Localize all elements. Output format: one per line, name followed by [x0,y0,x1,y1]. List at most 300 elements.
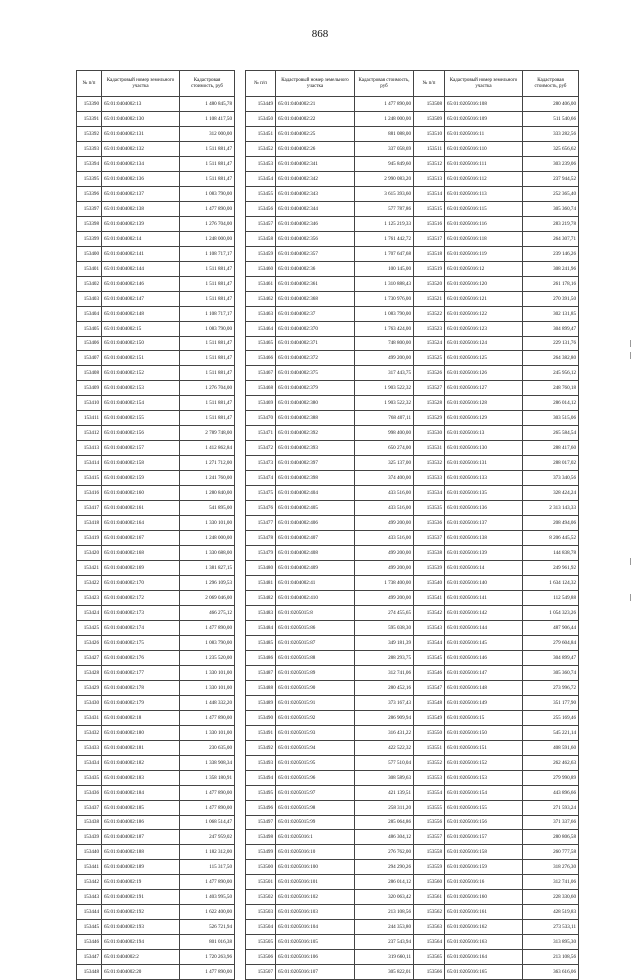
row-number: 153416 [77,486,102,501]
row-number: 153542 [414,605,445,620]
cadastral-number: 65:01:0404002:160 [102,486,180,501]
table-row [77,306,235,321]
row-number: 153433 [77,740,102,755]
cadastral-value: 304 899,47 [523,650,579,665]
cadastral-number: 65:01:0205015:87 [276,635,355,650]
cadastral-value: 237 944,52 [523,171,579,186]
cadastral-value: 433 516,00 [355,501,414,516]
cadastral-value: 363 616,06 [523,965,579,980]
cadastral-number: 65:01:0404002:405 [276,501,355,516]
cadastral-value: 249 961,92 [523,561,579,576]
cadastral-value: 213 108,56 [355,905,414,920]
row-number: 153507 [246,965,276,980]
table-row [77,695,235,710]
cadastral-number: 65:01:0404002:344 [276,201,355,216]
cadastral-number: 65:01:0404002:388 [276,411,355,426]
header-num: № п/п [77,71,102,97]
row-number: 153470 [246,411,276,426]
cadastral-value: 276 762,00 [355,845,414,860]
cadastral-number: 65:01:0205016:13 [445,426,523,441]
cadastral-value: 2 313 143,33 [523,501,579,516]
cadastral-number: 65:01:0404002:147 [102,291,180,306]
row-number: 153532 [414,456,445,471]
cadastral-value: 325 656,62 [523,141,579,156]
cadastral-number: 65:01:0404002:131 [102,126,180,141]
cadastral-value: 229 131,76 [523,336,579,351]
cadastral-table-3 [413,70,579,980]
cadastral-table-2 [245,70,414,980]
cadastral-number: 65:01:0404002:26 [276,141,355,156]
row-number: 153492 [246,740,276,755]
row-number: 153483 [246,605,276,620]
cadastral-number: 65:01:0205016:11 [445,126,523,141]
cadastral-value: 305 360,74 [523,665,579,680]
cadastral-value: 422 522,32 [355,740,414,755]
table-row [414,276,579,291]
header-cadastral: Кадастровый номер земельного участка [276,71,355,97]
cadastral-number: 65:01:0205016:146 [445,650,523,665]
cadastral-number: 65:01:0404002:341 [276,156,355,171]
row-number: 153432 [77,725,102,740]
cadastral-number: 65:01:0404002:154 [102,396,180,411]
table-row [246,845,414,860]
cadastral-value: 280 806,58 [523,830,579,845]
header-cadastral: Кадастровый номер земельного участка [445,71,523,97]
row-number: 153421 [77,561,102,576]
cadastral-value: 8 206 445,52 [523,531,579,546]
cadastral-value: 286 014,12 [355,875,414,890]
row-number: 153454 [246,171,276,186]
row-number: 153414 [77,456,102,471]
table-row [414,845,579,860]
cadastral-value: 305 360,74 [523,201,579,216]
cadastral-value: 3 615 393,60 [355,186,414,201]
cadastral-number: 65:01:0205015:91 [276,695,355,710]
cadastral-number: 65:01:0404002:14 [102,231,180,246]
cadastral-value: 1 310 888,43 [355,276,414,291]
cadastral-number: 65:01:0404002:19 [102,875,180,890]
row-number: 153509 [414,111,445,126]
cadastral-value: 499 200,00 [355,351,414,366]
cadastral-value: 351 177,90 [523,695,579,710]
row-number: 153399 [77,231,102,246]
row-number: 153531 [414,441,445,456]
cadastral-number: 65:01:0404002:2 [102,950,180,965]
row-number: 153516 [414,216,445,231]
table-row [414,830,579,845]
cadastral-value: 247 959,02 [180,830,235,845]
cadastral-number: 65:01:0205016:152 [445,755,523,770]
cadastral-value: 1 330 101,00 [180,665,235,680]
table-row [77,800,235,815]
cadastral-number: 65:01:0205016:124 [445,336,523,351]
table-row [77,905,235,920]
cadastral-value: 541 895,00 [180,501,235,516]
cadastral-number: 65:01:0404002:161 [102,501,180,516]
table-row [414,336,579,351]
table-row [77,546,235,561]
row-number: 153463 [246,306,276,321]
cadastral-number: 65:01:0205016:122 [445,306,523,321]
table-row [77,381,235,396]
cadastral-number: 65:01:0205015:94 [276,740,355,755]
cadastral-number: 65:01:0205015:98 [276,800,355,815]
cadastral-value: 1 511 881,47 [180,366,235,381]
row-number: 153465 [246,336,276,351]
table-row [414,650,579,665]
cadastral-value: 319 660,11 [355,950,414,965]
row-number: 153452 [246,141,276,156]
cadastral-value: 279 990,89 [523,770,579,785]
table-row [246,351,414,366]
margin-mark [630,340,631,347]
cadastral-value: 499 200,00 [355,590,414,605]
cadastral-number: 65:01:0205015:89 [276,665,355,680]
row-number: 153438 [77,815,102,830]
cadastral-number: 65:01:0205016:156 [445,815,523,830]
cadastral-number: 65:01:0404002:158 [102,456,180,471]
cadastral-number: 65:01:0205016:16 [445,875,523,890]
cadastral-number: 65:01:0205016:121 [445,291,523,306]
cadastral-number: 65:01:0404002:408 [276,546,355,561]
row-number: 153394 [77,156,102,171]
row-number: 153493 [246,755,276,770]
cadastral-value: 1 511 881,47 [180,261,235,276]
cadastral-value: 499 200,00 [355,516,414,531]
cadastral-number: 65:01:0404002:174 [102,620,180,635]
cadastral-value: 487 906,44 [523,620,579,635]
table-row [246,875,414,890]
cadastral-number: 65:01:0404002:392 [276,426,355,441]
row-number: 153475 [246,486,276,501]
cadastral-value: 1 182 312,00 [180,845,235,860]
table-row [77,725,235,740]
cadastral-number: 65:01:0404002:371 [276,336,355,351]
table-row [246,950,414,965]
table-row [246,426,414,441]
table-row [77,860,235,875]
cadastral-value: 308 589,63 [355,770,414,785]
table-row [77,141,235,156]
table-row [77,441,235,456]
table-row [77,156,235,171]
row-number: 153392 [77,126,102,141]
table-row [414,501,579,516]
cadastral-number: 65:01:0404002:144 [102,261,180,276]
table-row [246,441,414,456]
cadastral-value: 252 365,40 [523,186,579,201]
row-number: 153424 [77,605,102,620]
cadastral-number: 65:01:0404002:181 [102,740,180,755]
row-number: 153564 [414,935,445,950]
cadastral-number: 65:01:0404002:189 [102,860,180,875]
cadastral-number: 65:01:0404002:139 [102,216,180,231]
row-number: 153447 [77,950,102,965]
cadastral-value: 1 330 101,00 [180,516,235,531]
cadastral-number: 65:01:0205015:90 [276,680,355,695]
table-row [246,486,414,501]
cadastral-value: 312 000,00 [180,126,235,141]
row-number: 153511 [414,141,445,156]
cadastral-number: 65:01:0205016:103 [276,905,355,920]
cadastral-value: 273 533,11 [523,920,579,935]
row-number: 153495 [246,785,276,800]
cadastral-value: 499 200,00 [355,546,414,561]
table-row [77,276,235,291]
table-row [246,201,414,216]
cadastral-number: 65:01:0404002:193 [102,920,180,935]
cadastral-number: 65:01:0404002:194 [102,935,180,950]
row-number: 153553 [414,770,445,785]
cadastral-number: 65:01:0404002:15 [102,321,180,336]
row-number: 153435 [77,770,102,785]
cadastral-number: 65:01:0404002:41 [276,576,355,591]
row-number: 153499 [246,845,276,860]
cadastral-number: 65:01:0404002:176 [102,650,180,665]
cadastral-value: 1 511 881,47 [180,171,235,186]
row-number: 153520 [414,276,445,291]
cadastral-value: 1 511 881,47 [180,351,235,366]
row-number: 153533 [414,471,445,486]
cadastral-value: 283 219,78 [523,216,579,231]
cadastral-value: 881 088,00 [355,126,414,141]
cadastral-value: 650 274,00 [355,441,414,456]
row-number: 153420 [77,546,102,561]
cadastral-number: 65:01:0205016:14 [445,561,523,576]
row-number: 153505 [246,935,276,950]
table-row [414,171,579,186]
cadastral-number: 65:01:0404002:409 [276,561,355,576]
cadastral-value: 2 789 748,00 [180,426,235,441]
row-number: 153462 [246,291,276,306]
cadastral-number: 65:01:0404002:22 [276,111,355,126]
table-row [414,561,579,576]
row-number: 153530 [414,426,445,441]
row-number: 153501 [246,875,276,890]
row-number: 153445 [77,920,102,935]
cadastral-number: 65:01:0404002:346 [276,216,355,231]
row-number: 153528 [414,396,445,411]
table-row [246,740,414,755]
cadastral-number: 65:01:0205016:151 [445,740,523,755]
cadastral-value: 288 017,02 [523,456,579,471]
cadastral-number: 65:01:0205016:139 [445,546,523,561]
row-number: 153434 [77,755,102,770]
table-row [414,725,579,740]
table-row [77,351,235,366]
cadastral-number: 65:01:0205016:142 [445,605,523,620]
table-row [414,97,579,112]
table-row [246,156,414,171]
cadastral-number: 65:01:0404002:155 [102,411,180,426]
row-number: 153518 [414,246,445,261]
row-number: 153565 [414,950,445,965]
cadastral-number: 65:01:0205016:154 [445,785,523,800]
row-number: 153448 [77,965,102,980]
cadastral-value: 316 431,22 [355,725,414,740]
cadastral-value: 1 448 332,20 [180,695,235,710]
cadastral-number: 65:01:0205016:12 [445,261,523,276]
cadastral-value: 1 477 890,00 [180,785,235,800]
row-number: 153521 [414,291,445,306]
cadastral-value: 115 317,50 [180,860,235,875]
row-number: 153422 [77,576,102,591]
row-number: 153397 [77,201,102,216]
row-number: 153472 [246,441,276,456]
cadastral-value: 1 083 790,00 [180,186,235,201]
cadastral-number: 65:01:0404002:186 [102,815,180,830]
row-number: 153540 [414,576,445,591]
row-number: 153490 [246,710,276,725]
table-row [77,336,235,351]
row-number: 153466 [246,351,276,366]
cadastral-value: 1 248 000,00 [180,231,235,246]
row-number: 153486 [246,650,276,665]
cadastral-number: 65:01:0404002:180 [102,725,180,740]
table-row [246,261,414,276]
cadastral-number: 65:01:0205015:86 [276,620,355,635]
cadastral-value: 1 248 000,00 [355,111,414,126]
cadastral-value: 208 494,06 [523,516,579,531]
cadastral-number: 65:01:0404002:361 [276,276,355,291]
row-number: 153504 [246,920,276,935]
cadastral-value: 1 903 522,32 [355,381,414,396]
cadastral-number: 65:01:0205016:147 [445,665,523,680]
cadastral-number: 65:01:0205016:158 [445,845,523,860]
row-number: 153451 [246,126,276,141]
cadastral-number: 65:01:0205015:96 [276,770,355,785]
row-number: 153460 [246,261,276,276]
table-row [414,426,579,441]
table-row [414,246,579,261]
table-row [414,126,579,141]
cadastral-value: 264 307,71 [523,231,579,246]
table-row [246,695,414,710]
cadastral-number: 65:01:0205016:111 [445,156,523,171]
row-number: 153541 [414,590,445,605]
cadastral-number: 65:01:0404002:37 [276,306,355,321]
cadastral-number: 65:01:0205016:129 [445,411,523,426]
cadastral-value: 1 108 417,50 [180,111,235,126]
cadastral-value: 1 763 424,00 [355,321,414,336]
cadastral-number: 65:01:0404002:167 [102,531,180,546]
table-row [246,111,414,126]
row-number: 153408 [77,366,102,381]
margin-mark [630,594,631,601]
cadastral-number: 65:01:0404002:151 [102,351,180,366]
cadastral-number: 65:01:0205016:108 [445,97,523,112]
row-number: 153473 [246,456,276,471]
cadastral-number: 65:01:0404002:184 [102,785,180,800]
cadastral-number: 65:01:0404002:368 [276,291,355,306]
cadastral-value: 1 511 881,47 [180,396,235,411]
cadastral-value: 288 417,60 [523,441,579,456]
cadastral-value: 443 896,66 [523,785,579,800]
table-row [414,576,579,591]
row-number: 153523 [414,321,445,336]
table-row [77,531,235,546]
table-row [246,516,414,531]
table-row [77,650,235,665]
cadastral-number: 65:01:0404002:178 [102,680,180,695]
table-row [246,561,414,576]
row-number: 153391 [77,111,102,126]
cadastral-number: 65:01:0205016:110 [445,141,523,156]
table-row [414,890,579,905]
cadastral-value: 1 477 890,00 [180,201,235,216]
cadastral-value: 280 406,00 [523,97,579,112]
cadastral-value: 1 330 688,00 [180,546,235,561]
cadastral-number: 65:01:0205016:160 [445,890,523,905]
cadastral-number: 65:01:0404002:36 [276,261,355,276]
table-row [246,965,414,980]
cadastral-value: 1 634 124,32 [523,576,579,591]
cadastral-value: 312 741,06 [523,875,579,890]
table-row [414,905,579,920]
row-number: 153441 [77,860,102,875]
cadastral-value: 1 477 890,00 [180,710,235,725]
cadastral-number: 65:01:0205016:113 [445,186,523,201]
cadastral-value: 303 239,06 [523,156,579,171]
cadastral-number: 65:01:0205016:135 [445,486,523,501]
cadastral-value: 228 330,60 [523,890,579,905]
cadastral-number: 65:01:0205016:157 [445,830,523,845]
cadastral-number: 65:01:0404002:148 [102,306,180,321]
row-number: 153401 [77,261,102,276]
row-number: 153556 [414,815,445,830]
cadastral-number: 65:01:0205016:112 [445,171,523,186]
cadastral-number: 65:01:0404002:356 [276,231,355,246]
row-number: 153529 [414,411,445,426]
row-number: 153464 [246,321,276,336]
table-row [77,216,235,231]
cadastral-number: 65:01:0404002:398 [276,471,355,486]
cadastral-value: 258 311,20 [355,800,414,815]
table-row [246,126,414,141]
cadastral-value: 286 909,94 [355,710,414,725]
table-row [414,396,579,411]
cadastral-value: 1 330 101,00 [180,680,235,695]
table-row [246,306,414,321]
table-row [77,411,235,426]
cadastral-number: 65:01:0205016:141 [445,590,523,605]
cadastral-value: 1 358 180,91 [180,770,235,785]
table-row [77,321,235,336]
table-row [246,411,414,426]
table-row [246,231,414,246]
row-number: 153476 [246,501,276,516]
cadastral-number: 65:01:0404002:191 [102,890,180,905]
table-row [246,216,414,231]
cadastral-number: 65:01:0404002:168 [102,546,180,561]
table-row [414,321,579,336]
cadastral-value: 768 407,11 [355,411,414,426]
cadastral-value: 1 280 840,00 [180,486,235,501]
row-number: 153534 [414,486,445,501]
cadastral-number: 65:01:0404002:380 [276,396,355,411]
cadastral-value: 271 593,24 [523,800,579,815]
cadastral-number: 65:01:0205016:107 [276,965,355,980]
cadastral-value: 1 083 790,00 [355,306,414,321]
row-number: 153407 [77,351,102,366]
table-row [77,456,235,471]
cadastral-number: 65:01:0404002:150 [102,336,180,351]
cadastral-value: 945 849,60 [355,156,414,171]
cadastral-number: 65:01:0205015:97 [276,785,355,800]
cadastral-value: 230 635,00 [180,740,235,755]
table-row [77,186,235,201]
row-number: 153538 [414,546,445,561]
